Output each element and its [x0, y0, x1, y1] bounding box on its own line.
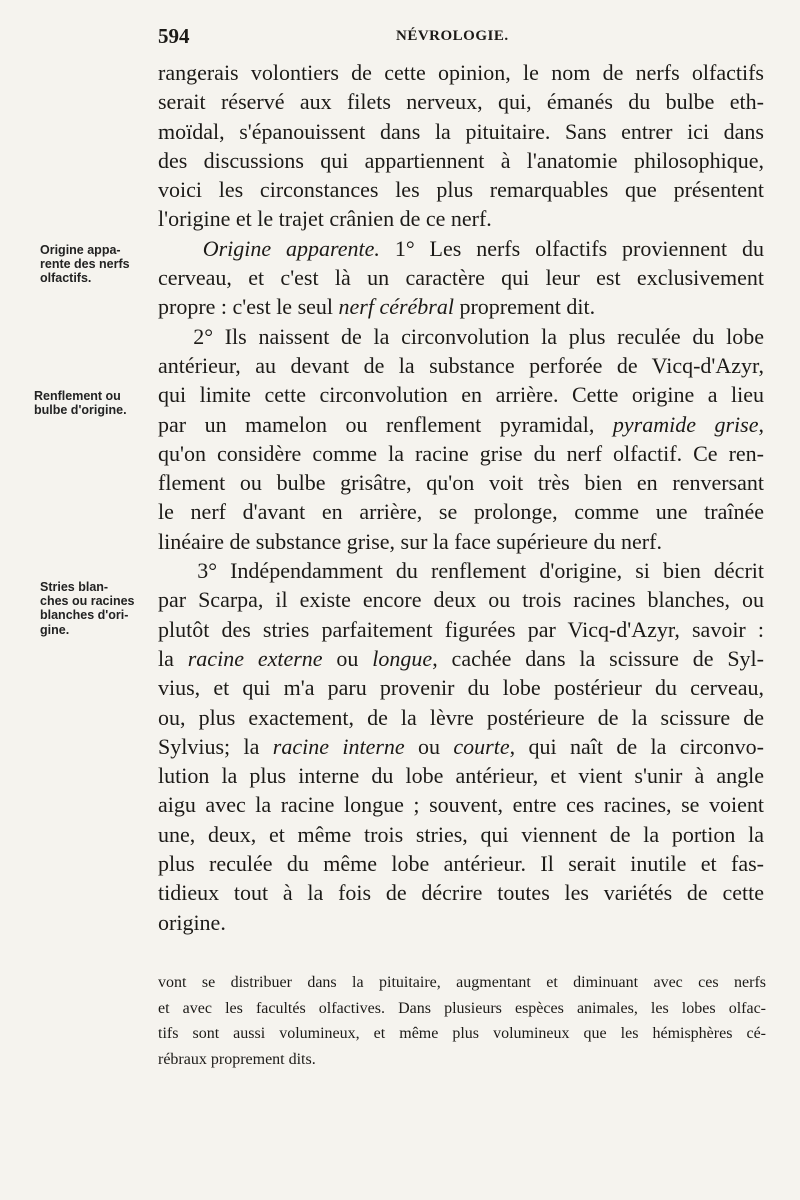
text-line: qui limite cette circonvolution en arrière. Cette origine a lieu	[158, 382, 764, 408]
italic-term: courte	[453, 733, 510, 759]
text-line	[158, 732, 764, 761]
text-line: vius, et qui m'a paru provenir du lobe postérieur du cerveau,	[158, 675, 764, 701]
text-line: origine.	[158, 909, 226, 935]
text-fragment: par un mamelon ou renflement pyramidal,	[158, 411, 613, 437]
footnote	[158, 970, 766, 1072]
text-fragment: Sylvius; la	[158, 733, 273, 759]
text-line: rangerais volontiers de cette opinion, le nom de nerfs olfactifs	[158, 60, 764, 85]
margin-note-stries	[40, 580, 155, 637]
text-line: linéaire de substance grise, sur la face supérieure du nerf.	[158, 528, 662, 554]
text-fragment: proprement dit.	[453, 294, 596, 320]
margin-note-line: ches ou racines	[40, 594, 135, 609]
text-fragment: , cachée dans la scissure de Syl-	[432, 645, 764, 671]
italic-term: racine externe	[187, 645, 323, 671]
footnote-line: et avec les facultés olfactives. Dans plusieurs espèces animales, les lobes olfac-	[158, 999, 766, 1017]
margin-note-origine-apparente	[40, 243, 155, 286]
text-line: le nerf d'avant en arrière, se prolonge, comme une traînée	[158, 499, 764, 525]
text-line	[158, 556, 764, 585]
text-line: plutôt des stries parfaitement figurées par Vicq-d'Azyr, savoir :	[158, 616, 764, 642]
text-line: flement ou bulbe grisâtre, qu'on voit très bien en renversant	[158, 470, 764, 496]
text-line	[158, 644, 764, 673]
page-number: 594	[158, 24, 190, 48]
text-line: voici les circonstances les plus remarquables que présentent	[158, 177, 764, 203]
margin-note-line: rente des nerfs	[40, 257, 130, 272]
text-fragment: propre : c'est le seul	[158, 294, 339, 320]
text-line	[158, 292, 764, 321]
page-header	[158, 22, 768, 50]
main-text	[158, 58, 764, 937]
margin-note-line: Renflement ou	[34, 389, 121, 403]
text-fragment: ou	[322, 645, 373, 671]
italic-term: pyramide grise	[612, 411, 759, 437]
margin-note-line: blanches d'ori-	[40, 608, 129, 623]
text-line: l'origine et le trajet crânien de ce nerf.	[158, 206, 492, 232]
text-fragment: , qui naît de la circonvo-	[509, 733, 764, 759]
text-line: plus reculée du même lobe antérieur. Il serait inutile et fas-	[158, 851, 764, 877]
text-fragment: 1° Les nerfs olfactifs proviennent du	[379, 235, 765, 261]
text-line: tidieux tout à la fois de décrire toutes les variétés de cette	[158, 880, 764, 906]
footnote-line: vont se distribuer dans la pituitaire, augmentant et diminuant avec ces nerfs	[158, 974, 766, 991]
margin-note-line: gine.	[40, 622, 70, 637]
margin-note-line: olfactifs.	[40, 271, 92, 286]
margin-note-line: Stries blan-	[40, 580, 109, 594]
text-line: antérieur, au devant de la substance perforée de Vicq-d'Azyr,	[158, 352, 764, 378]
text-line: moïdal, s'épanouissent dans la pituitaire. Sans entrer ici dans	[158, 118, 764, 144]
text-line	[158, 322, 764, 351]
text-fragment: ,	[758, 411, 764, 437]
margin-note-renflement	[34, 389, 154, 417]
text-line: par Scarpa, il existe encore deux ou trois racines blanches, ou	[158, 587, 764, 613]
margin-note-line: bulbe d'origine.	[34, 403, 127, 418]
text-line: ou, plus exactement, de la lèvre postérieure de la scissure de	[158, 704, 764, 730]
text-fragment: 2° Ils naissent de la circonvolution la plus reculée du lobe	[193, 323, 765, 349]
running-title: NÉVROLOGIE.	[396, 28, 509, 44]
italic-term: racine interne	[272, 733, 405, 759]
text-line	[158, 410, 764, 439]
text-line	[158, 234, 764, 263]
text-fragment: la	[158, 645, 188, 671]
text-line: qu'on considère comme la racine grise du nerf olfactif. Ce ren-	[158, 440, 764, 466]
footnote-line: rébraux proprement dits.	[158, 1050, 316, 1068]
footnote-line: tifs sont aussi volumineux, et même plus volumineux que les hémisphères cé-	[158, 1025, 766, 1042]
section-heading-italic: Origine apparente.	[202, 235, 380, 261]
text-line: serait réservé aux filets nerveux, qui, émanés du bulbe eth-	[158, 89, 764, 115]
text-line: lution la plus interne du lobe antérieur, et vient s'unir à angle	[158, 763, 764, 789]
text-line: des discussions qui appartiennent à l'anatomie philosophique,	[158, 147, 764, 173]
margin-note-line: Origine appa-	[40, 243, 121, 257]
text-line: cerveau, et c'est là un caractère qui leur est exclusivement	[158, 265, 764, 291]
text-fragment: 3° Indépendamment du renflement d'origine, si bien décrit	[197, 558, 764, 584]
italic-term: nerf cérébral	[338, 294, 454, 320]
text-line: une, deux, et même trois stries, qui viennent de la portion la	[158, 821, 764, 847]
text-fragment: ou	[404, 733, 454, 759]
text-line: aigu avec la racine longue ; souvent, entre ces racines, se voient	[158, 792, 764, 818]
italic-term: longue	[372, 645, 433, 671]
